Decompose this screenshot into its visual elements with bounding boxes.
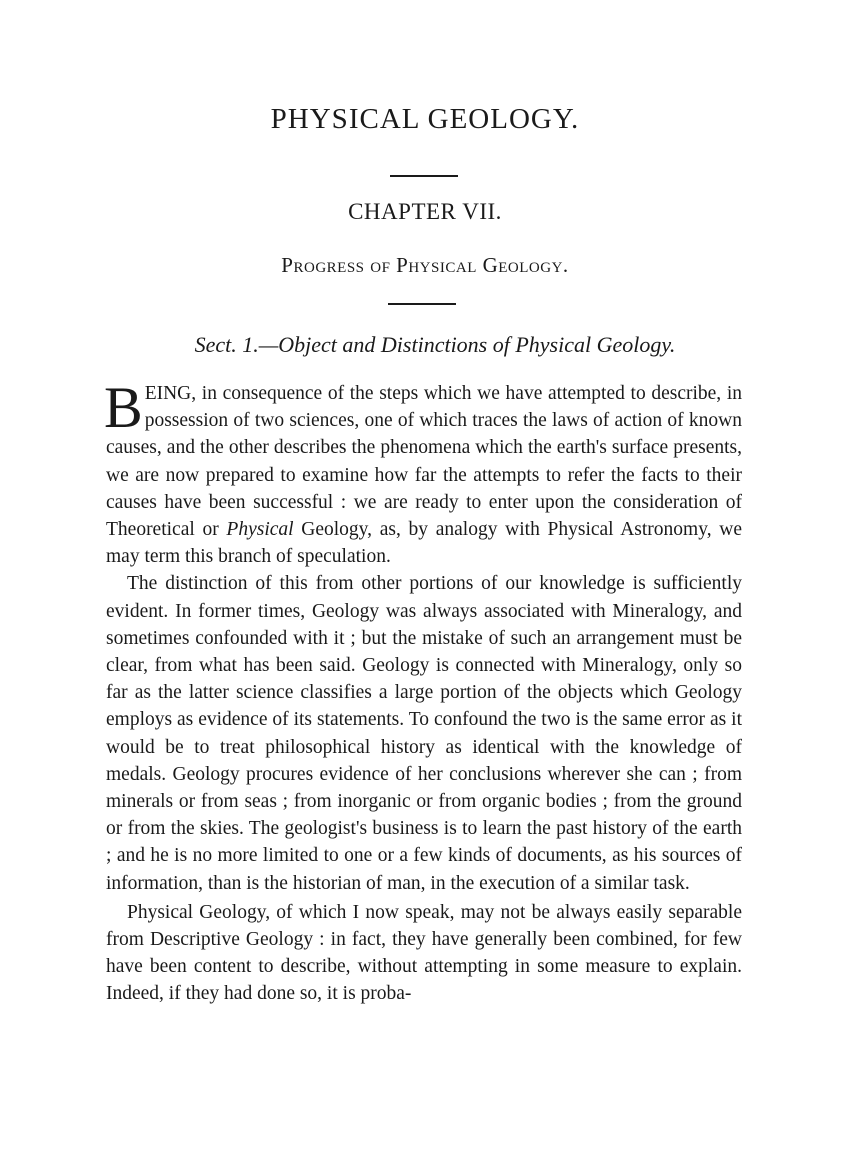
body-text (104, 375, 742, 1008)
paragraph-1 (104, 375, 742, 570)
chapter-subtitle: Progress of Physical Geology. (281, 253, 569, 277)
paragraph-1-text-b: Geology, as, by analogy with Physical Astronomy, we may term this branch of speculation. (106, 519, 742, 568)
chapter-heading: CHAPTER VII. (348, 199, 502, 224)
title-divider (390, 175, 458, 177)
drop-cap: B (104, 375, 143, 440)
paragraph-1-text-a: EING, in consequence of the steps which we have attempted to describe, in possession of two sciences, one of which traces the laws of action of known causes, and the other describes the phenomena which the earth's surface presents, we are now prepared to examine how far the attempts to refer the facts to their causes have been successful : we are ready to enter upon the consideration of Theoretical or (106, 383, 742, 541)
paragraph-2: The distinction of this from other portions of our knowledge is sufficiently evident. In former times, Geology was always associated with Mineralogy, and sometimes confounded with it ; but the mistake of such an arrangement must be clear, from what has been said. Geology is connected with Mineralogy, only so far as the latter science classifies a large portion of the objects which Geology employs as evidence of its statements. To confound the two is the same error as it would be to treat philosophical history as identical with the knowledge of medals. Geology procures evidence of her conclusions wherever she can ; from minerals or from seas ; from inorganic or from organic bodies ; from the ground or from the skies. The geologist's business is to learn the past history of the earth ; and he is no more limited to one or a few kinds of documents, as his sources of information, than is the historian of man, in the execution of a similar task. (106, 573, 742, 894)
chapter-divider (388, 303, 456, 305)
book-title: PHYSICAL GEOLOGY. (270, 103, 580, 135)
section-heading: Sect. 1.—Object and Distinctions of Physical Geology. (194, 332, 676, 357)
paragraph-1-emphasis: Physical (226, 519, 294, 541)
paragraph-3: Physical Geology, of which I now speak, may not be always easily separable from Descriptive Geology : in fact, they have generally been combined, for few have been content to describe, without attempting in some measure to explain. Indeed, if they had done so, it is proba- (106, 901, 742, 1005)
